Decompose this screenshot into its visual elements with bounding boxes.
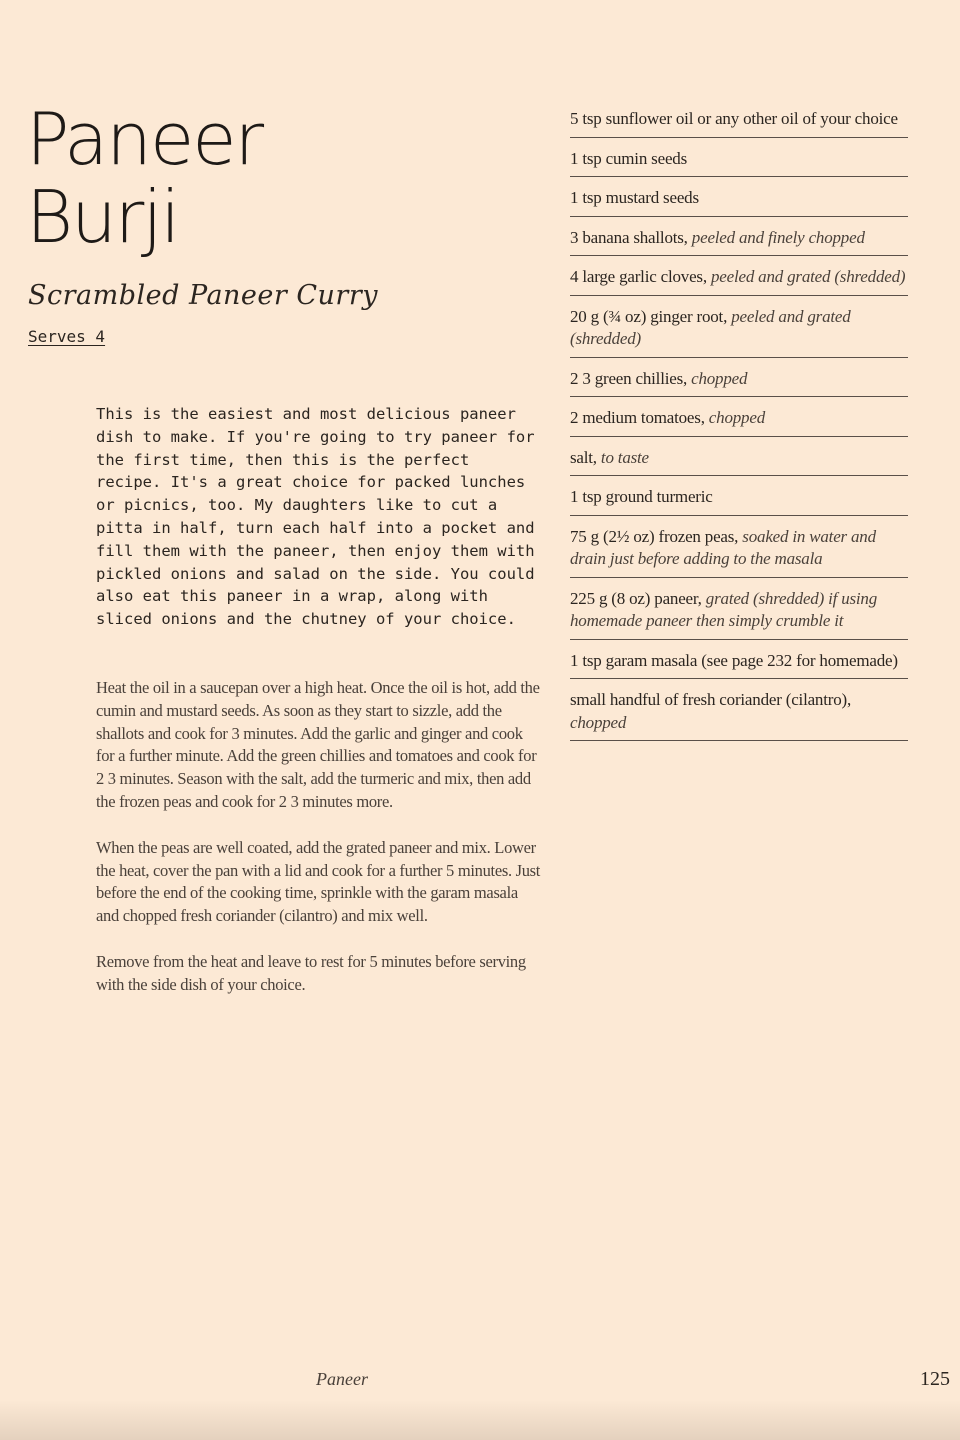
ingredient-text: 20 g (¾ oz) ginger root, [570, 306, 732, 326]
ingredient-note: chopped [691, 368, 748, 388]
ingredient-item [570, 225, 908, 257]
recipe-subtitle: Scrambled Paneer Curry [28, 280, 378, 311]
ingredient-text: 1 tsp cumin seeds [570, 148, 688, 168]
page-number: 125 [920, 1368, 950, 1390]
ingredient-note: soaked in water and drain just before adding to the masala [570, 526, 876, 568]
ingredient-item [570, 445, 908, 477]
ingredient-text: 1 tsp garam masala (see page 232 for homemade) [570, 650, 898, 670]
recipe-title: Paneer Burji [26, 97, 263, 259]
method-step: When the peas are well coated, add the grated paneer and mix. Lower the heat, cover the pan with a lid and cook for a further 5 minutes. Just before the end of the cooking time, sprinkle with the garam masala and chopped fresh coriander (cilantro) and mix well. [96, 837, 541, 926]
ingredient-item [570, 648, 908, 680]
ingredient-text: 4 large garlic cloves, [570, 267, 711, 286]
ingredient-item [570, 366, 908, 398]
ingredient-note: chopped [708, 408, 765, 427]
ingredient-text: 2 medium tomatoes, [570, 408, 709, 427]
ingredient-note: peeled and grated (shredded) [570, 306, 851, 348]
ingredient-note: chopped [570, 712, 627, 732]
ingredient-note: grated (shredded) if using homemade paneer then simply crumble it [570, 588, 878, 630]
ingredient-text: 2 3 green chillies, [570, 368, 692, 388]
ingredient-text: small handful of fresh coriander (cilantro), [570, 690, 852, 709]
ingredient-text: salt, [570, 447, 601, 467]
ingredient-text: 75 g (2½ oz) frozen peas, [570, 526, 743, 546]
ingredient-text: 1 tsp mustard seeds [570, 188, 699, 207]
method-step: Heat the oil in a saucepan over a high heat. Once the oil is hot, add the cumin and mustard seeds. As soon as they start to sizzle, add the shallots and cook for 3 minutes. Add the garlic and ginger and cook for a further minute. Add the green chillies and tomatoes and cook for 2 3 minutes. Season with the salt, add the turmeric and mix, then add the frozen peas and cook for 2 3 minutes more. [96, 678, 540, 811]
ingredient-item [570, 524, 908, 578]
ingredient-item [570, 586, 908, 640]
ingredient-text: 3 banana shallots, [570, 227, 692, 247]
ingredient-text: 5 tsp sunflower oil or any other oil of your choice [570, 109, 898, 128]
ingredient-item [570, 484, 908, 516]
footer-section-title: Paneer [316, 1369, 368, 1389]
ingredient-text: 225 g (8 oz) paneer, [570, 588, 706, 608]
ingredient-note: peeled and finely chopped [691, 227, 865, 247]
ingredient-item [570, 146, 908, 178]
ingredient-item [570, 687, 908, 741]
ingredient-item [570, 264, 908, 296]
recipe-intro: This is the easiest and most delicious paneer dish to make. If you're going to try paneer for the first time, then this is the perfect recipe. It's a great choice for packed lunches or picnics, too. My daughters like to cut a pitta in half, turn each half into a pocket and fill them with the paneer, then enjoy them with pickled onions and salad on the side. You could also eat this paneer in a wrap, along with sliced onions and the chutney of your choice. [96, 405, 535, 629]
method-step: Remove from the heat and leave to rest for 5 minutes before serving with the side dish of your choice. [96, 951, 526, 994]
ingredient-text: 1 tsp ground turmeric [570, 487, 713, 506]
page-edge-shadow [0, 1400, 960, 1440]
ingredient-item [570, 304, 908, 358]
serves-count: Serves 4 [28, 327, 106, 346]
ingredient-note: to taste [600, 447, 649, 467]
ingredients-list [570, 106, 908, 749]
ingredient-note: peeled and grated (shredded) [710, 267, 906, 286]
method-steps [96, 677, 541, 1020]
ingredient-item [570, 185, 908, 217]
ingredient-item [570, 106, 908, 138]
ingredient-item [570, 405, 908, 437]
